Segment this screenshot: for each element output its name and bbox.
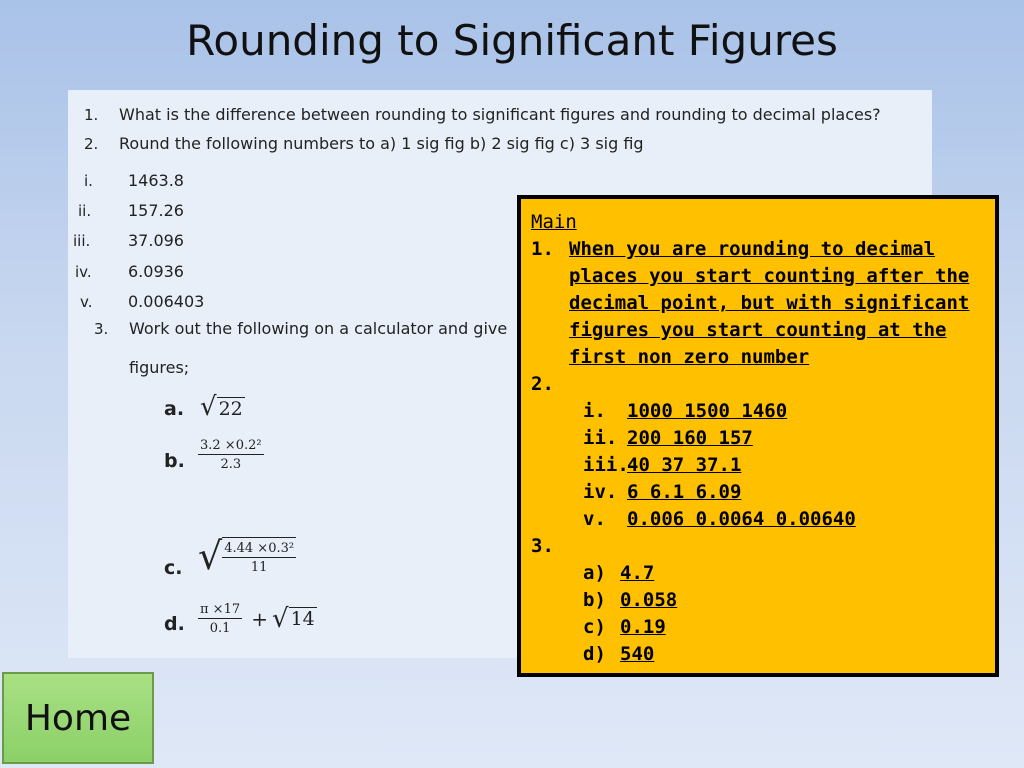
answer-2-number: 2. (531, 373, 554, 395)
home-button[interactable]: Home (2, 672, 154, 764)
answer-1-line: places you start counting after the (569, 265, 970, 287)
calc-d-fraction (198, 602, 242, 636)
calc-b-numerator: 3.2 ×0.2² (200, 438, 262, 453)
answers-box (517, 195, 999, 677)
question-3-number: 3. (94, 320, 109, 338)
number-item-num: v. (80, 293, 93, 311)
answers-heading: Main (531, 211, 577, 233)
calc-c-denominator: 11 (250, 560, 268, 575)
calc-d-plus: + (251, 607, 268, 631)
number-item-value: 6.0936 (128, 262, 184, 281)
question-2-number: 2. (84, 135, 99, 153)
question-3-text-continued: figures; (129, 358, 190, 377)
number-item-value: 0.006403 (128, 292, 205, 311)
answer-3-item-value: 0.19 (620, 616, 666, 638)
answer-3-item-value: 4.7 (620, 562, 655, 584)
answer-1-line: first non zero number (569, 346, 810, 368)
calc-d-expression (198, 602, 317, 636)
number-item-num: i. (84, 172, 93, 190)
question-2-text: Round the following numbers to a) 1 sig fig b) 2 sig fig c) 3 sig fig (119, 134, 644, 153)
calc-b-denominator: 2.3 (220, 457, 242, 472)
calc-a-radicand: 22 (218, 398, 243, 420)
calc-a-expression (200, 392, 245, 422)
calc-d-numerator: π ×17 (200, 602, 241, 617)
calc-c-fraction (222, 537, 296, 575)
answer-1-number: 1. (531, 238, 554, 260)
number-item-value: 37.096 (128, 231, 184, 250)
number-item-num: iv. (75, 263, 92, 281)
answer-1-line: figures you start counting at the (569, 319, 947, 341)
number-item-value: 157.26 (128, 201, 184, 220)
answer-1-line: When you are rounding to decimal (569, 238, 936, 260)
answer-2-item-value: 6 6.1 6.09 (627, 481, 742, 503)
answer-3-item-value: 0.058 (620, 589, 678, 611)
answer-2-item-value: 0.006 0.0064 0.00640 (627, 508, 856, 530)
calc-d-denominator: 0.1 (209, 621, 231, 636)
number-item-num: ii. (78, 202, 92, 220)
answer-3-item-value: 540 (620, 643, 655, 665)
answer-1-line: decimal point, but with significant (569, 292, 970, 314)
question-1-number: 1. (84, 106, 99, 124)
sqrt-icon: √ (198, 534, 223, 578)
answer-3-number: 3. (531, 535, 554, 557)
calc-c-expression (198, 534, 296, 578)
answer-2-item-num: v. (583, 508, 606, 530)
question-3-text: Work out the following on a calculator and give (129, 319, 508, 338)
calc-d-radicand: 14 (290, 608, 315, 630)
answer-3-item-num: b) (583, 589, 606, 611)
answer-2-item-value: 200 160 157 (627, 427, 753, 449)
question-1-text: What is the difference between rounding to significant figures and rounding to decimal places? (119, 105, 881, 124)
answer-3-item-num: d) (583, 643, 606, 665)
answer-2-item-value: 40 37 37.1 (627, 454, 742, 476)
answer-2-item-num: iii. (583, 454, 629, 476)
calc-b-expression (198, 438, 264, 472)
answer-3-item-num: a) (583, 562, 606, 584)
answer-2-item-num: ii. (583, 427, 618, 449)
calc-d-letter: d. (164, 613, 185, 635)
sqrt-icon: √ (200, 392, 217, 422)
calc-c-letter: c. (164, 557, 183, 579)
number-item-num: iii. (73, 232, 91, 250)
calc-b-letter: b. (164, 450, 185, 472)
answer-3-item-num: c) (583, 616, 606, 638)
sqrt-icon: √ (271, 604, 289, 634)
number-item-value: 1463.8 (128, 171, 184, 190)
calc-b-fraction (198, 438, 264, 472)
slide-title: Rounding to Significant Figures (186, 16, 838, 65)
calc-c-numerator: 4.44 ×0.3² (224, 541, 295, 556)
answer-2-item-value: 1000 1500 1460 (627, 400, 788, 422)
answer-2-item-num: i. (583, 400, 606, 422)
calc-a-letter: a. (164, 398, 185, 420)
answer-2-item-num: iv. (583, 481, 618, 503)
